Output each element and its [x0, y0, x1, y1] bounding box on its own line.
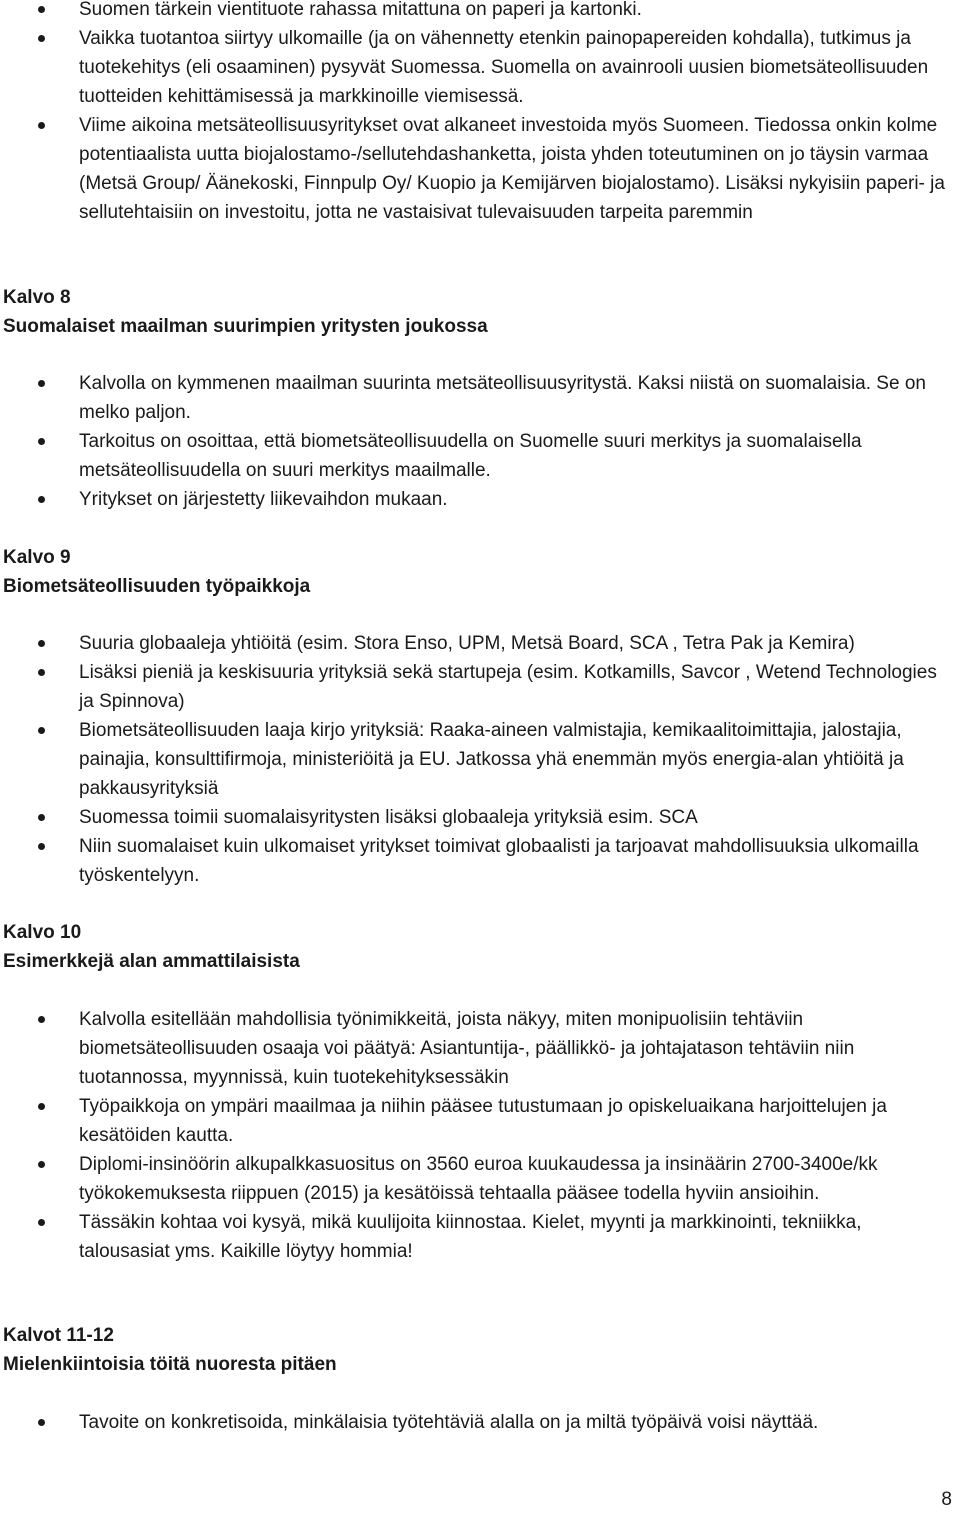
section-title: Esimerkkejä alan ammattilaisista — [3, 951, 300, 972]
list-item: Kalvolla esitellään mahdollisia työnimikkeitä, joista näkyy, miten monipuolisiin tehtäviin biometsäteollisuuden osaaja voi päätyä: Asiantuntija-, päällikkö- ja johtajatason tehtäviin niin tuotannossa, myynnissä, kuin tuotekehityksessäkin — [0, 1005, 950, 1092]
list-item: Vaikka tuotantoa siirtyy ulkomaille (ja on vähennetty etenkin painopapereiden kohdalla), tutkimus ja tuotekehitys (eli osaaminen) pysyvät Suomessa. Suomella on avainrooli uusien biometsäteollisuuden tuotteiden kehittämisessä ja markkinoille viemisessä. — [0, 24, 950, 111]
slide-label: Kalvo 9 — [3, 547, 71, 568]
list-item: Tavoite on konkretisoida, minkälaisia työtehtäviä alalla on ja miltä työpäivä voisi näyttää. — [0, 1408, 950, 1437]
list-item: Tarkoitus on osoittaa, että biometsäteollisuudella on Suomelle suuri merkitys ja suomalaisella metsäteollisuudella on suuri merkitys maailmalle. — [0, 427, 950, 485]
intro-bullet-list — [0, 0, 950, 227]
section-title: Mielenkiintoisia töitä nuoresta pitäen — [3, 1354, 337, 1375]
list-item: Viime aikoina metsäteollisuusyritykset ovat alkaneet investoida myös Suomeen. Tiedossa onkin kolme potentiaalista uutta biojalostamo-/sellutehdashanketta, joista yhden toteutuminen on jo täysin varmaa (Metsä Group/ Äänekoski, Finnpulp Oy/ Kuopio ja Kemijärven biojalostamo). Lisäksi nykyisiin paperi- ja sellutehtaisiin on investoitu, jotta ne vastaisivat tulevaisuuden tarpeita paremmin — [0, 111, 950, 227]
slide-label: Kalvo 10 — [3, 922, 82, 943]
slide-label: Kalvo 8 — [3, 287, 71, 308]
page-number: 8 — [941, 1489, 952, 1510]
list-item: Niin suomalaiset kuin ulkomaiset yritykset toimivat globaalisti ja tarjoavat mahdollisuuksia ulkomailla työskentelyyn. — [0, 832, 950, 890]
list-item: Työpaikkoja on ympäri maailmaa ja niihin pääsee tutustumaan jo opiskeluaikana harjoittelujen ja kesätöiden kautta. — [0, 1092, 950, 1150]
list-item: Yritykset on järjestetty liikevaihdon mukaan. — [0, 485, 950, 514]
slide-label: Kalvot 11-12 — [3, 1325, 114, 1346]
section-bullet-list — [0, 369, 950, 514]
section-title: Biometsäteollisuuden työpaikkoja — [3, 576, 311, 597]
list-item: Kalvolla on kymmenen maailman suurinta metsäteollisuusyritystä. Kaksi niistä on suomalaisia. Se on melko paljon. — [0, 369, 950, 427]
list-item: Suuria globaaleja yhtiöitä (esim. Stora Enso, UPM, Metsä Board, SCA , Tetra Pak ja Kemira) — [0, 629, 950, 658]
list-item: Tässäkin kohtaa voi kysyä, mikä kuulijoita kiinnostaa. Kielet, myynti ja markkinointi, tekniikka, talousasiat yms. Kaikille löytyy hommia! — [0, 1208, 950, 1266]
list-item: Suomen tärkein vientituote rahassa mitattuna on paperi ja kartonki. — [0, 0, 950, 24]
section-title: Suomalaiset maailman suurimpien yritysten joukossa — [3, 316, 488, 337]
list-item: Diplomi-insinöörin alkupalkkasuositus on 3560 euroa kuukaudessa ja insinäärin 2700-3400e/kk työkokemuksesta riippuen (2015) ja kesätöissä tehtaalla pääsee todella hyviin ansioihin. — [0, 1150, 950, 1208]
section-bullet-list — [0, 1408, 950, 1437]
list-item: Lisäksi pieniä ja keskisuuria yrityksiä sekä startupeja (esim. Kotkamills, Savcor , Wetend Technologies ja Spinnova) — [0, 658, 950, 716]
list-item: Biometsäteollisuuden laaja kirjo yrityksiä: Raaka-aineen valmistajia, kemikaalitoimittajia, jalostajia, painajia, konsulttifirmoja, ministeriöitä ja EU. Jatkossa yhä enemmän myös energia-alan yhtiöitä ja pakkausyrityksiä — [0, 716, 950, 803]
section-bullet-list — [0, 1005, 950, 1266]
section-bullet-list — [0, 629, 950, 890]
list-item: Suomessa toimii suomalaisyritysten lisäksi globaaleja yrityksiä esim. SCA — [0, 803, 950, 832]
